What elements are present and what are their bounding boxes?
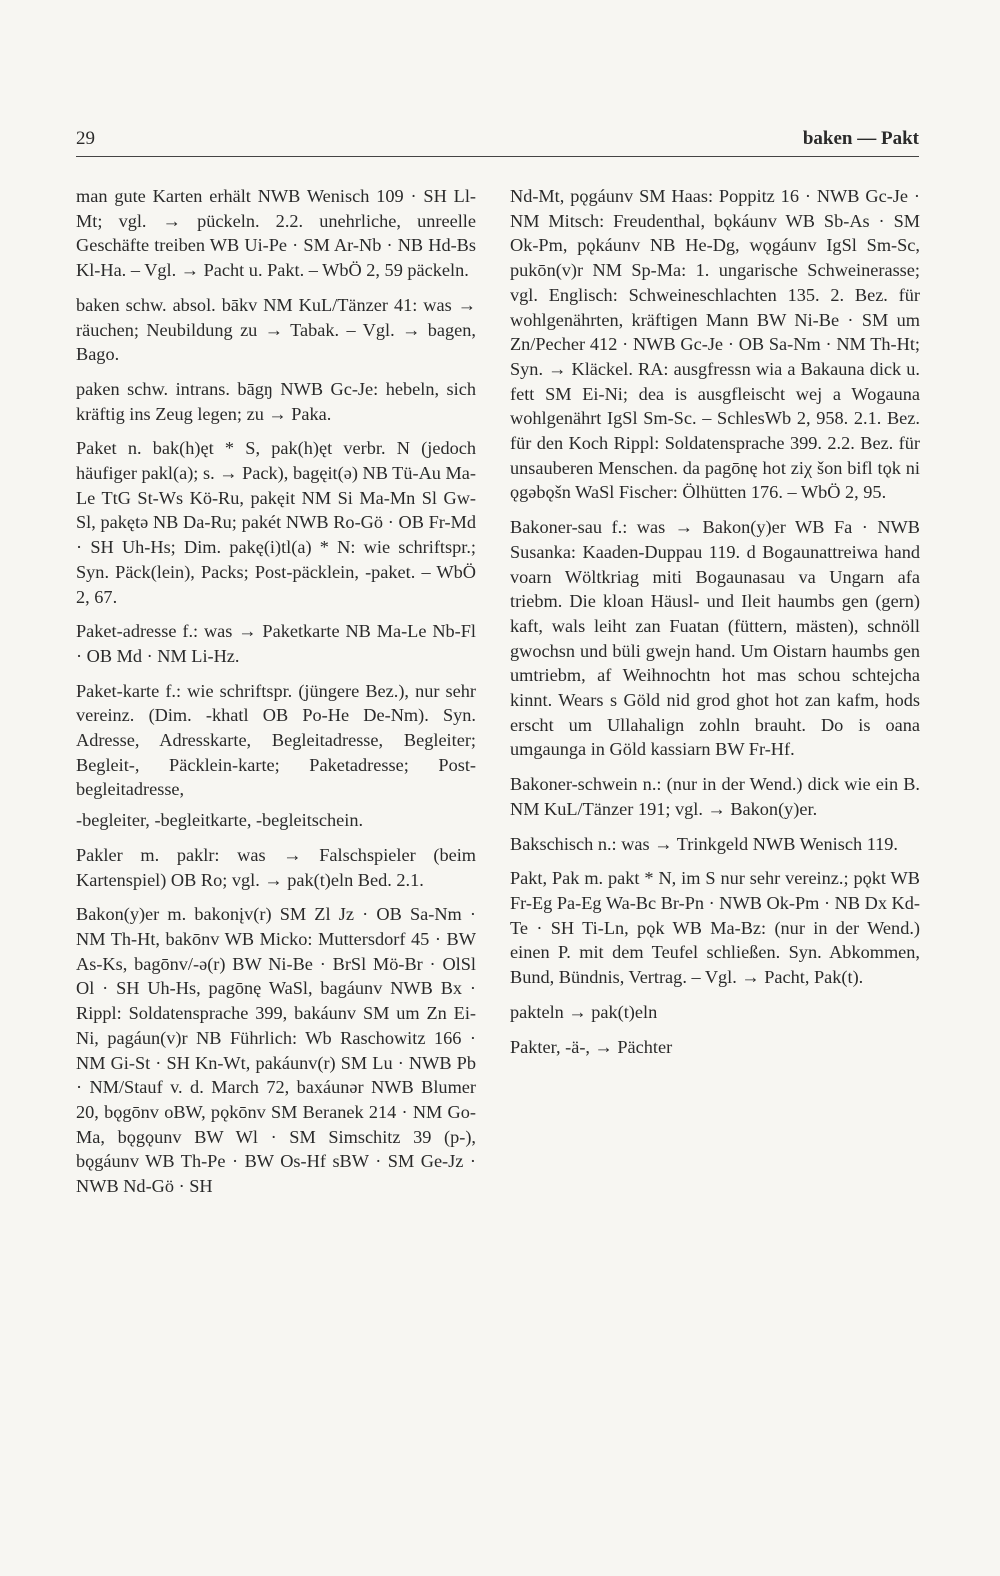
right-column: [510, 184, 920, 1069]
entry-continuation: man gute Karten erhält NWB Wenisch 109 · SH Ll-Mt; vgl. → pückeln. 2.2. unehrliche, unreelle Geschäfte treiben WB Ui-Pe · SM Ar-Nb · NB Hd-Bs Kl-Ha. – Vgl. → Pacht u. Pakt. – WbÖ 2, 59 päckeln.: [76, 186, 476, 281]
entry-pakt: Pakt, Pak m. pakt * N, im S nur sehr vereinz.; pǫkt WB Fr-Eg Pa-Eg Wa-Bc Br-Pn · NWB Ok-Pm · NB Dx Kd-Te · SH Ti-Ln, pǫk WB Ma-Bz: (nur in der Wend.) einen P. mit dem Teufel schließen. Syn. Abkommen, Bund, Bündnis, Vertrag. – Vgl. → Pacht, Pak(t).: [510, 868, 920, 988]
page-number: 29: [76, 128, 95, 149]
header-rule: [76, 156, 919, 157]
left-column: [76, 184, 476, 1209]
running-title: baken — Pakt: [802, 128, 919, 149]
entry-bakonyer-cont: Nd-Mt, pǫgáunv SM Haas: Poppitz 16 · NWB Gc-Je · NM Mitsch: Freudenthal, bǫkáunv WB Sb-As · SM Ok-Pm, pǫkáunv NB He-Dg, wǫgáunv IgSl Sm-Sc, pukōn(v)r NM Sp-Ma: 1. ungarische Schweinerasse; vgl. Englisch: Schweineschlachten 135. 2. Bez. für wohlgenährten, kräftigen Mann BW Ni-Be · SM um Zn/Pecher 412 · NWB Gc-Je · OB Sa-Nm · NM Th-Ht; Syn. → Kläckel. RA: ausgfressn wia a Bakauna dick u. fett SM Ei-Ni; dea is ausgfleischt wej a Wogauna wohlgenährt IgSl Sm-Sc. – SchlesWb 2, 958. 2.1. Bez. für den Koch Rippl: Soldatensprache 399. 2.2. Bez. für unsauberen Menschen. da pagōnę hot ziχ šon bifl tǫk ni ǫgəbǫšn WaSl Fischer: Ölhütten 176. – WbÖ 2, 95.: [510, 186, 920, 503]
entry-pakter: Pakter, -ä-, → Pächter: [510, 1036, 673, 1057]
entry-paken: paken schw. intrans. bāgŋ NWB Gc-Je: hebeln, sich kräftig ins Zeug legen; zu → Paka.: [76, 378, 476, 424]
entry-paket-karte: Paket-karte f.: wie schriftspr. (jüngere Bez.), nur sehr vereinz. (Dim. -khatl OB Po-He De-Nm). Syn. Adresse, Adresskarte, Begleitadresse, Begleiter; Begleit-, Päcklein-karte; Paketadresse; Post-begleitadresse,: [76, 680, 476, 800]
entry-pakteln: pakteln → pak(t)eln: [510, 1001, 658, 1022]
entry-bakoner-schwein: Bakoner-schwein n.: (nur in der Wend.) dick wie ein B. NM KuL/Tänzer 191; vgl. → Bakon(y)er.: [510, 774, 920, 819]
entry-paket-adresse: Paket-adresse f.: was → Paketkarte NB Ma-Le Nb-Fl · OB Md · NM Li-Hz.: [76, 621, 476, 666]
entry-bakschisch: Bakschisch n.: was → Trinkgeld NWB Wenisch 119.: [510, 833, 899, 854]
entry-paket-karte-cont: -begleiter, -begleitkarte, -begleitschein.: [76, 810, 364, 831]
entry-paket: Paket n. bak(h)ęt * S, pak(h)ęt verbr. N (jedoch häufiger pakl(a); s. → Pack), bagęit(ə) NB Tü-Au Ma-Le TtG St-Ws Kö-Ru, pakęit NM Si Ma-Mn Sl Gw-Sl, pakętə NB Da-Ru; pakét NWB Ro-Gö · OB Fr-Md · SH Uh-Hs; Dim. pakę(i)tl(a) * N: wie schriftspr.; Syn. Päck(lein), Packs; Post-päcklein, -paket. – WbÖ 2, 67.: [76, 438, 476, 607]
entry-bakonyer: Bakon(y)er m. bakonįv(r) SM Zl Jz · OB Sa-Nm · NM Th-Ht, bakōnv WB Micko: Muttersdorf 45 · BW As-Ks, bagōnv/-ə(r) BW Ni-Be · BrSl Mö-Br · OlSl Ol · SH Uh-Hs, pagōnę WaSl, bagáunv NWB Bx · Rippl: Soldatensprache 399, bakáunv SM um Zn Ei-Ni, pagáun(v)r NB Führlich: Wb Raschowitz 166 · NM Gi-St · SH Kn-Wt, pakáunv(r) SM Lu · NWB Pb · NM/Stauf v. d. March 72, baxáunər NWB Blumer 20, bǫgōnv oBW, pǫkōnv SM Beranek 214 · NM Go-Ma, bǫgǫunv BW Wl · SM Simschitz 39 (p-), bǫgáunv WB Th-Pe · BW Os-Hf sBW · SM Ge-Jz · NWB Nd-Gö · SH: [76, 904, 476, 1197]
entry-bakoner-sau: Bakoner-sau f.: was → Bakon(y)er WB Fa · NWB Susanka: Kaaden-Duppau 119. d Bogaunattreiwa hand voarn Wöltkriag miti Bogaunasau va Ungarn afa triebm. Die kloan Häusl- und Ileit haumbs gen (gern) kaft, wals leiht zan Fuatan (füttern, mästen), schnöll gwochsn und büli gwejn hand. Um Oistarn haumbs gen umtriebm, af Weihnochtn hot mas schou schtejcha kinnt. Wears s Göld nid grod ghot hot zan kafm, hods erscht um Ullahalign zohln brauht. Do is oana umgaunga in Göld kassiarn BW Fr-Hf.: [510, 517, 920, 760]
entry-baken: baken schw. absol. bākv NM KuL/Tänzer 41: was → räuchen; Neubildung zu → Tabak. – Vgl. → bagen, Bago.: [76, 294, 476, 365]
entry-pakler: Pakler m. paklr: was → Falschspieler (beim Kartenspiel) OB Ro; vgl. → pak(t)eln Bed. 2.1.: [76, 844, 476, 890]
page-header: [76, 128, 919, 150]
